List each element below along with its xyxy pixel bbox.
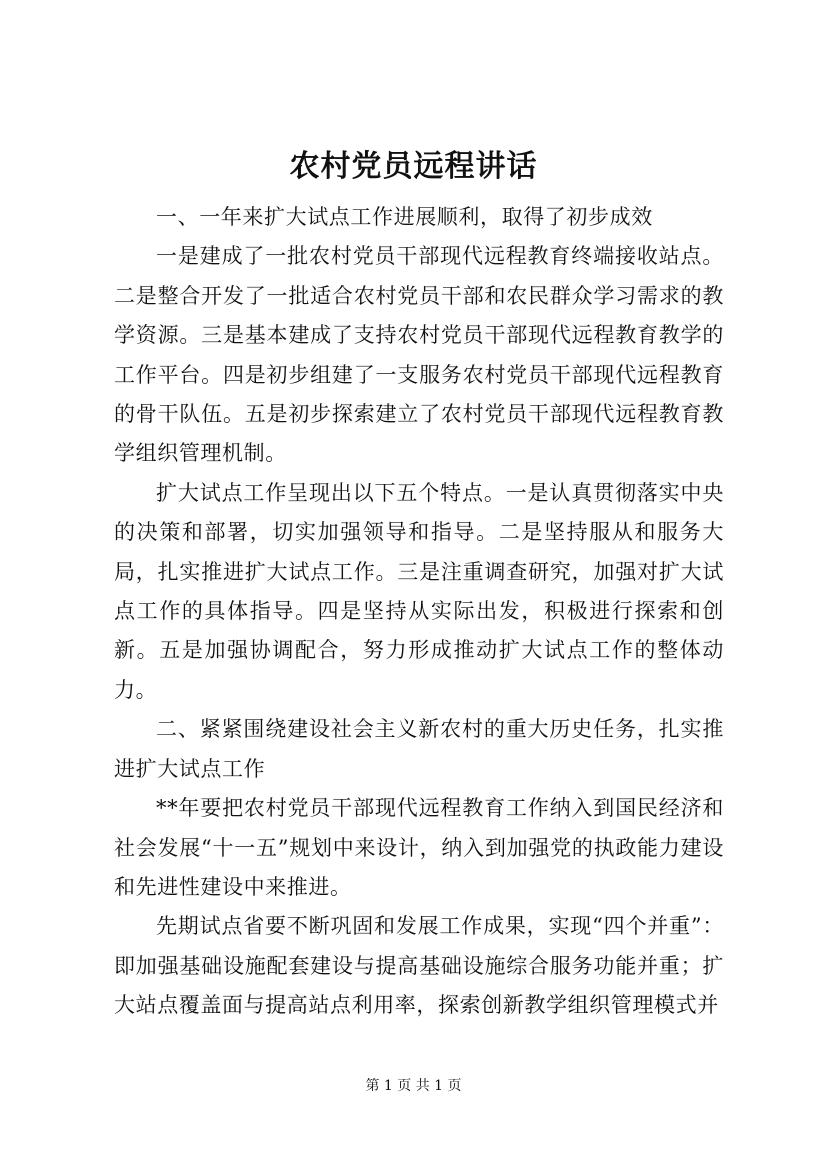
page-footer: 第 1 页 共 1 页 [365,1078,462,1094]
body-paragraph: **年要把农村党员干部现代远程教育工作纳入到国民经济和社会发展“十一五”规划中来设计，纳入到加强党的执政能力建设和先进性建设中来推进。 [114,796,724,899]
document-title: 农村党员远程讲话 [289,149,538,184]
section-heading: 一、一年来扩大试点工作进展顺利，取得了初步成效 [156,205,653,229]
body-paragraph: 扩大试点工作呈现出以下五个特点。一是认真贯彻落实中央的决策和部署，切实加强领导和指导。二是坚持服从和服务大局，扎实推进扩大试点工作。三是注重调查研究，加强对扩大试点工作的具体指导。四是坚持从实际出发，积极进行探索和创新。五是加强协调配合，努力形成推动扩大试点工作的整体动力。 [114,480,724,702]
document-body [114,198,724,1026]
body-paragraph: 先期试点省要不断巩固和发展工作成果，实现“四个并重”：即加强基础设施配套建设与提高基础设施综合服务功能并重；扩大站点覆盖面与提高站点利用率，探索创新教学组织管理模式并 [114,914,724,1018]
section-heading: 二、紧紧围绕建设社会主义新农村的重大历史任务，扎实推进扩大试点工作 [114,717,724,781]
body-paragraph: 一是建成了一批农村党员干部现代远程教育终端接收站点。二是整合开发了一批适合农村党员干部和农民群众学习需求的教学资源。三是基本建成了支持农村党员干部现代远程教育教学的工作平台。四是初步组建了一支服务农村党员干部现代远程教育的骨干队伍。五是初步探索建立了农村党员干部现代远程教育教学组织管理机制。 [114,244,724,466]
